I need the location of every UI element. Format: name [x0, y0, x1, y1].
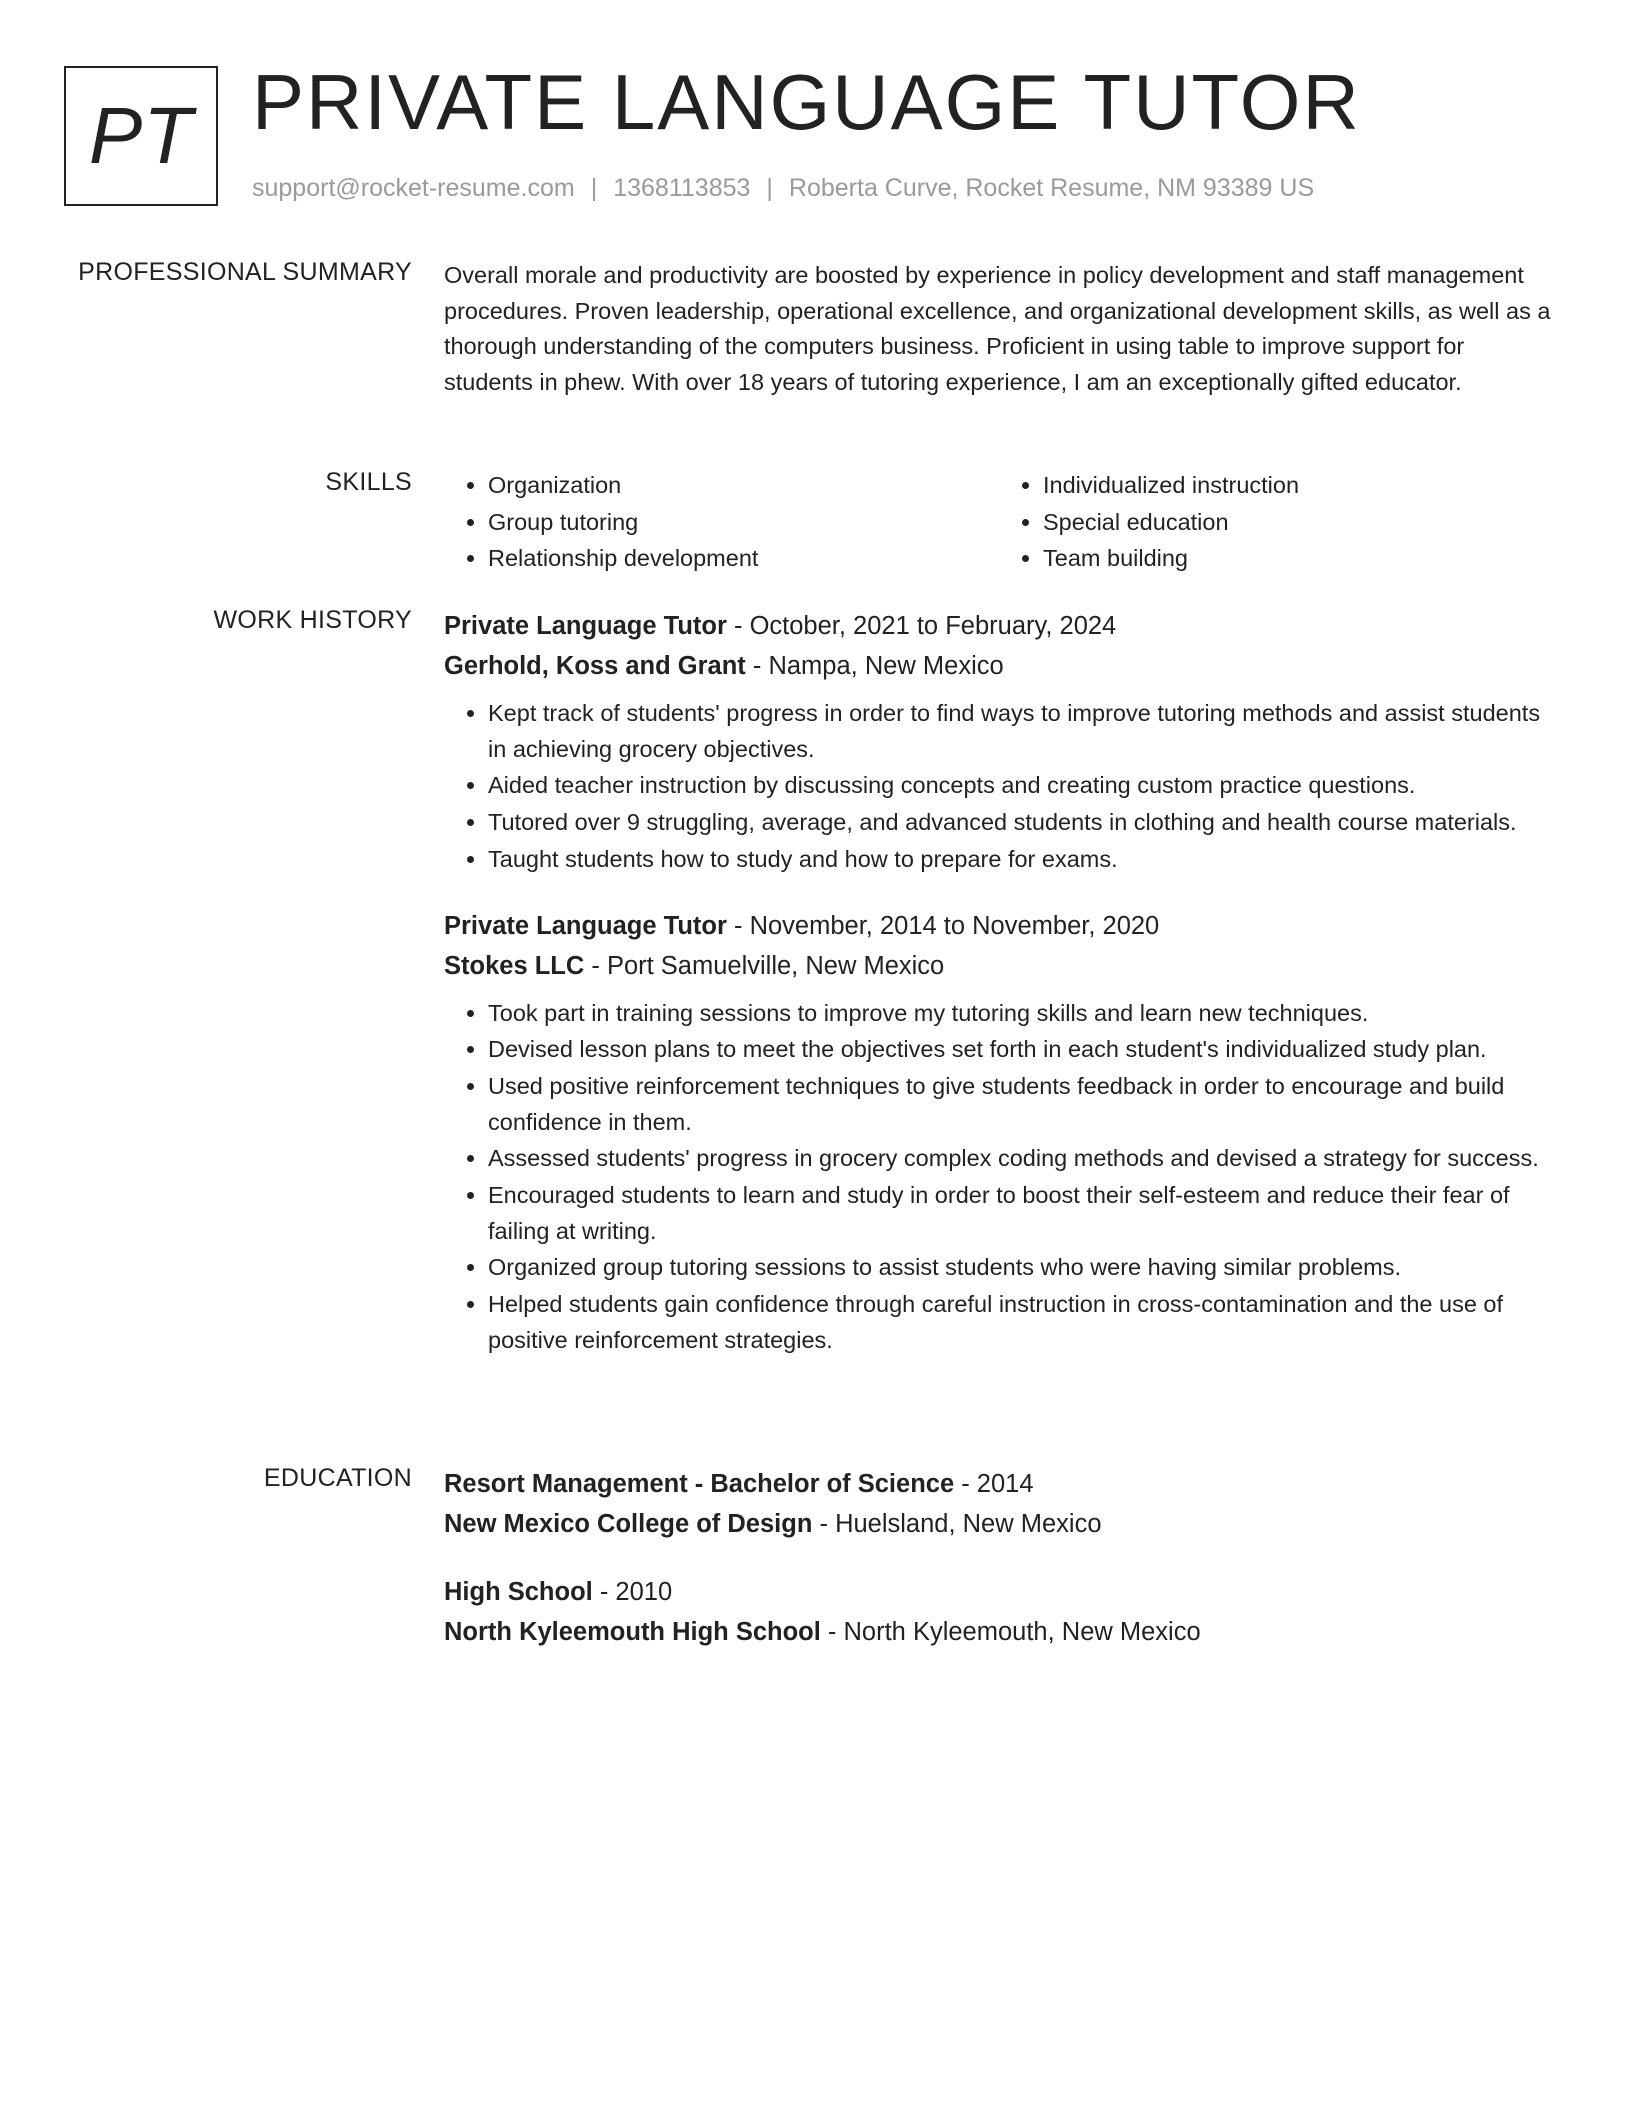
job-company-line: [444, 646, 1554, 686]
summary-body: [444, 258, 1554, 401]
contact-separator: |: [766, 174, 773, 202]
education-year: - 2014: [954, 1470, 1034, 1498]
summary-text: Overall morale and productivity are boosted by experience in policy development and staff management procedures. Proven leadership, operational excellence, and organizational development skills, as well as a thorough understanding of the computers business. Proficient in using table to improve support for students in phew. With over 18 years of tutoring experience, I am an exceptionally gifted educator.: [444, 262, 1551, 396]
skill-item: • Special education: [1043, 505, 1554, 541]
skills-body: [444, 468, 1554, 578]
job-title: Private Language Tutor: [444, 911, 727, 940]
job-bullets: [444, 696, 1554, 878]
contact-address: Roberta Curve, Rocket Resume, NM 93389 US: [788, 174, 1315, 202]
section-label-summary: PROFESSIONAL SUMMARY: [78, 258, 412, 286]
skills-list-left: [444, 468, 999, 578]
job-bullets: [444, 996, 1554, 1359]
skill-item: • Team building: [1043, 541, 1554, 577]
job-location: - Port Samuelville, New Mexico: [584, 951, 945, 980]
job-bullet: • Kept track of students' progress in order to find ways to improve tutoring methods and assist students in achieving grocery objectives.: [488, 696, 1554, 767]
monogram-initials: PT: [88, 91, 194, 180]
contact-line: [252, 174, 1314, 203]
job-entry: [444, 906, 1554, 1359]
job-bullet: • Helped students gain confidence through careful instruction in cross-contamination and the use of positive reinforcement strategies.: [488, 1287, 1554, 1358]
page-title: PRIVATE LANGUAGE TUTOR: [252, 58, 1361, 146]
job-bullet: • Organized group tutoring sessions to assist students who were having similar problems.: [488, 1250, 1554, 1286]
education-degree: High School: [444, 1578, 593, 1606]
education-school: North Kyleemouth High School: [444, 1618, 821, 1646]
education-degree: Resort Management - Bachelor of Science: [444, 1470, 955, 1498]
skills-list-right: [999, 468, 1554, 578]
job-bullet: • Assessed students' progress in grocery complex coding methods and devised a strategy for success.: [488, 1141, 1554, 1177]
education-school: New Mexico College of Design: [444, 1510, 813, 1538]
education-degree-line: [444, 1464, 1554, 1504]
job-bullet: • Aided teacher instruction by discussing concepts and creating custom practice questions.: [488, 768, 1554, 804]
education-school-line: [444, 1612, 1554, 1652]
job-bullet: • Encouraged students to learn and study in order to boost their self-esteem and reduce their fear of failing at writing.: [488, 1178, 1554, 1249]
job-bullet: • Took part in training sessions to improve my tutoring skills and learn new techniques.: [488, 996, 1554, 1032]
monogram-box: [64, 66, 218, 206]
work-body: [444, 606, 1554, 1360]
skills-grid: [444, 468, 1554, 578]
job-entry: [444, 606, 1554, 878]
contact-phone[interactable]: 1368113853: [613, 174, 751, 202]
job-bullet: • Tutored over 9 struggling, average, and advanced students in clothing and health course materials.: [488, 805, 1554, 841]
job-bullet: • Taught students how to study and how to prepare for exams.: [488, 842, 1554, 878]
education-school-line: [444, 1504, 1554, 1544]
job-title-line: [444, 906, 1554, 946]
job-bullet: • Used positive reinforcement techniques to give students feedback in order to encourage and build confidence in them.: [488, 1069, 1554, 1140]
job-company: Stokes LLC: [444, 951, 585, 980]
section-label-skills: SKILLS: [325, 468, 412, 496]
education-location: - Huelsland, New Mexico: [812, 1510, 1102, 1538]
skill-item: • Relationship development: [488, 541, 999, 577]
section-label-work: WORK HISTORY: [213, 606, 412, 634]
job-title: Private Language Tutor: [444, 612, 727, 640]
job-company-line: [444, 946, 1554, 986]
job-location: - Nampa, New Mexico: [745, 652, 1004, 680]
contact-email[interactable]: support@rocket-resume.com: [252, 174, 575, 202]
education-entry: [444, 1464, 1554, 1544]
section-label-education: EDUCATION: [263, 1464, 412, 1492]
job-title-line: [444, 606, 1554, 646]
contact-separator: |: [590, 174, 598, 202]
education-year: - 2010: [592, 1578, 673, 1606]
skill-item: • Individualized instruction: [1043, 468, 1554, 504]
skill-item: • Group tutoring: [488, 505, 999, 541]
skill-item: • Organization: [488, 468, 999, 504]
education-location: - North Kyleemouth, New Mexico: [820, 1618, 1201, 1646]
education-degree-line: [444, 1572, 1554, 1612]
education-entry: [444, 1572, 1554, 1652]
job-dates: - November, 2014 to November, 2020: [726, 911, 1160, 940]
job-company: Gerhold, Koss and Grant: [444, 652, 746, 680]
job-dates: - October, 2021 to February, 2024: [726, 612, 1117, 640]
education-body: [444, 1464, 1554, 1652]
job-bullet: • Devised lesson plans to meet the objectives set forth in each student's individualized study plan.: [488, 1032, 1554, 1068]
